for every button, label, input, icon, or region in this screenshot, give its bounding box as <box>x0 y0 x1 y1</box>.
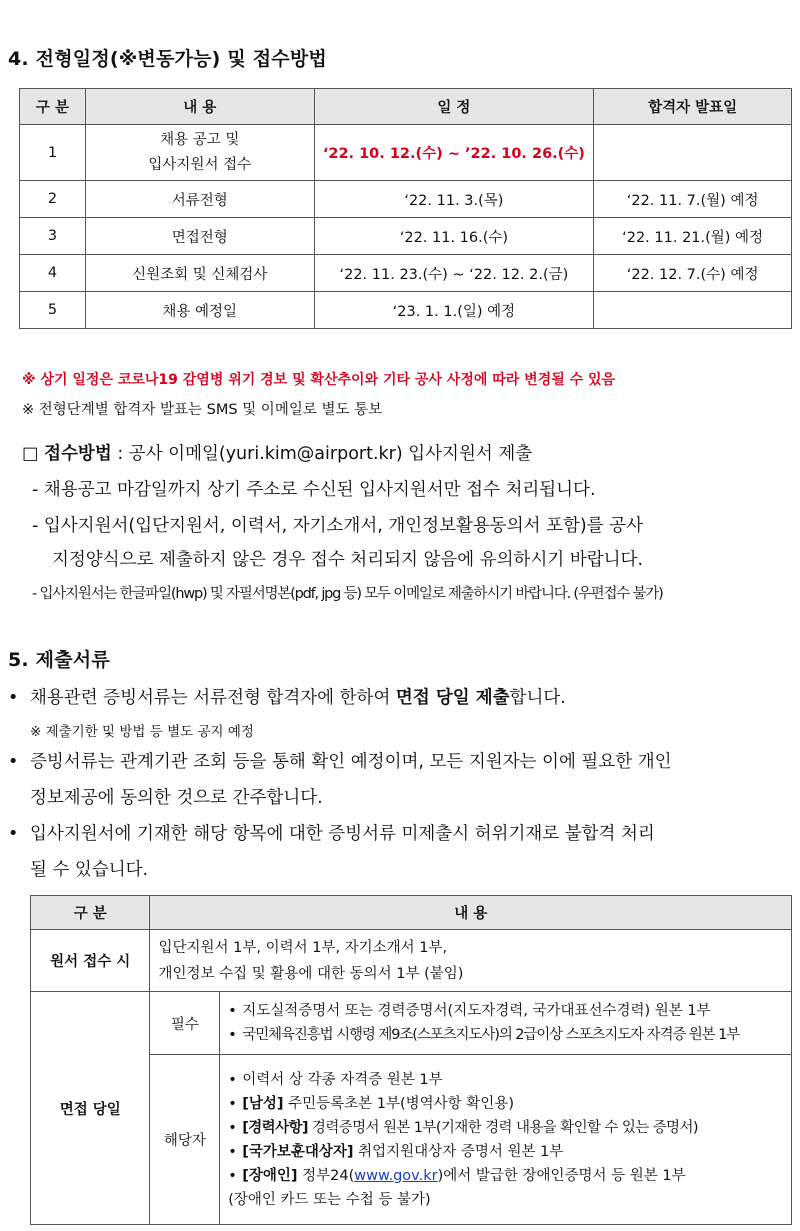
apply-note-2a: - 입사지원서(입단지원서, 이력서, 자기소개서, 개인정보활용동의서 포함)를 공사 <box>32 516 643 536</box>
row-announce: ‘22. 11. 7.(월) 예정 <box>594 181 792 218</box>
row-content-line1: 채용 공고 및 <box>160 131 240 148</box>
table-row <box>20 125 792 181</box>
documents-table <box>30 895 792 1225</box>
bullet-icon: • <box>8 752 19 772</box>
bullet-1-text: 채용관련 증빙서류는 서류전형 합격자에 한하여 <box>30 688 396 708</box>
list-item: (장애인 카드 또는 수첩 등 불가) <box>228 1191 431 1208</box>
apply-note-3: - 입사지원서는 한글파일(hwp) 및 자필서명본(pdf, jpg 등) 모두 이메일로 제출하시기 바랍니다. (우편접수 불가) <box>32 586 663 602</box>
bullet-icon: • <box>228 1003 237 1019</box>
list-item: • [남성] 주민등록초본 1부(병역사항 확인용) <box>228 1092 787 1116</box>
header-content: 내 용 <box>150 896 792 930</box>
list-item: • [경력사항] 경력증명서 원본 1부(기재한 경력 내용을 확인할 수 있는 증명서) <box>228 1116 787 1140</box>
schedule-table <box>19 88 792 329</box>
table-row <box>31 992 792 1055</box>
bullet-icon: • <box>228 1167 237 1184</box>
header-schedule: 일 정 <box>314 89 594 125</box>
bullet-icon: • <box>8 824 19 844</box>
table-row <box>31 930 792 992</box>
bullet-3-text-b: 될 수 있습니다. <box>30 860 149 880</box>
bullet-2-text-a: 증빙서류는 관계기관 조회 등을 통해 확인 예정이며, 모든 지원자는 이에 필요한 개인 <box>30 752 672 772</box>
bullet-icon: • <box>8 688 19 708</box>
bullet-icon: • <box>228 1027 236 1043</box>
required-items <box>220 992 792 1055</box>
gov-link[interactable]: www.gov.kr <box>354 1167 438 1184</box>
documents-header-row <box>31 896 792 930</box>
bullet-3-text-a: 입사지원서에 기재한 해당 항목에 대한 증빙서류 미제출시 허위기재로 불합격 처리 <box>30 824 655 844</box>
table-row <box>20 181 792 218</box>
apply-time-content <box>150 930 792 992</box>
table-row <box>20 292 792 329</box>
row-schedule: ‘22. 10. 12.(수) ~ ’22. 10. 26.(수) <box>314 125 594 181</box>
schedule-change-note: ※ 상기 일정은 코로나19 감염병 위기 경보 및 확산추이와 기타 공사 사정에 따라 변경될 수 있음 <box>22 372 616 388</box>
bullet-2 <box>8 748 672 773</box>
apply-note-1: - 채용공고 마감일까지 상기 주소로 수신된 입사지원서만 접수 처리됩니다. <box>32 480 596 500</box>
row-schedule: ‘22. 11. 16.(수) <box>314 218 594 255</box>
row-schedule: ‘22. 11. 23.(수) ~ ‘22. 12. 2.(금) <box>314 255 594 292</box>
row-content: 면접전형 <box>85 218 314 255</box>
apply-method-line <box>22 440 532 465</box>
bullet-1 <box>8 684 566 709</box>
bullet-icon: • <box>228 1095 237 1112</box>
bullet-2-text-b: 정보제공에 동의한 것으로 간주합니다. <box>30 788 323 808</box>
row-no: 3 <box>20 218 86 255</box>
applicable-items <box>220 1055 792 1225</box>
row-content-line2: 입사지원서 접수 <box>148 156 252 173</box>
apply-method-label: 접수방법 <box>44 444 112 464</box>
list-item: • 국민체육진흥법 시행령 제9조(스포츠지도사)의 2급이상 스포츠지도자 자격증 원본 1부 <box>228 1023 787 1047</box>
apply-note-2b: 지정양식으로 제출하지 않은 경우 접수 처리되지 않음에 유의하시기 바랍니다. <box>52 550 644 570</box>
header-announce: 합격자 발표일 <box>594 89 792 125</box>
required-label: 필수 <box>150 992 220 1055</box>
row-content: 신원조회 및 신체검사 <box>85 255 314 292</box>
row-no: 1 <box>20 125 86 181</box>
bullet-1-post: 합니다. <box>509 688 566 708</box>
section4-title: 4. 전형일정(※변동가능) 및 접수방법 <box>8 48 327 70</box>
table-row <box>20 218 792 255</box>
header-category: 구 분 <box>20 89 86 125</box>
row-announce: ‘22. 12. 7.(수) 예정 <box>594 255 792 292</box>
bullet-1-bold: 면접 당일 제출 <box>395 688 510 708</box>
row-announce <box>594 292 792 329</box>
row-no: 2 <box>20 181 86 218</box>
header-content: 내 용 <box>85 89 314 125</box>
row-announce <box>594 125 792 181</box>
section5-title: 5. 제출서류 <box>8 649 110 671</box>
row-no: 4 <box>20 255 86 292</box>
row-no: 5 <box>20 292 86 329</box>
row-content: 서류전형 <box>85 181 314 218</box>
notification-note: ※ 전형단계별 합격자 발표는 SMS 및 이메일로 별도 통보 <box>22 402 383 418</box>
bullet-icon: • <box>228 1071 237 1088</box>
bullet-3 <box>8 820 655 845</box>
list-item: • [장애인] 정부24(www.gov.kr)에서 발급한 장애인증명서 등 원본 1부 <box>228 1164 787 1188</box>
row-schedule: ‘22. 11. 3.(목) <box>314 181 594 218</box>
apply-time-line1: 입단지원서 1부, 이력서 1부, 자기소개서 1부, <box>158 939 448 956</box>
list-item: • 이력서 상 각종 자격증 원본 1부 <box>228 1068 787 1092</box>
checkbox-square-icon: □ <box>22 444 39 464</box>
table-row <box>20 255 792 292</box>
header-category: 구 분 <box>31 896 150 930</box>
list-item: • [국가보훈대상자] 취업지원대상자 증명서 원본 1부 <box>228 1140 787 1164</box>
row-schedule: ‘23. 1. 1.(일) 예정 <box>314 292 594 329</box>
apply-time-label: 원서 접수 시 <box>31 930 150 992</box>
bullet-icon: • <box>228 1119 237 1136</box>
row-content: 채용 예정일 <box>85 292 314 329</box>
applicable-label: 해당자 <box>150 1055 220 1225</box>
bullet-icon: • <box>228 1143 237 1160</box>
apply-time-line2: 개인정보 수집 및 활용에 대한 동의서 1부 (붙임) <box>158 965 464 982</box>
apply-method-text: : 공사 이메일(yuri.kim@airport.kr) 입사지원서 제출 <box>117 444 533 464</box>
list-item: • 지도실적증명서 또는 경력증명서(지도자경력, 국가대표선수경력) 원본 1부 <box>228 999 787 1023</box>
schedule-header-row <box>20 89 792 125</box>
bullet-1-note: ※ 제출기한 및 방법 등 별도 공지 예정 <box>30 724 254 740</box>
interview-day-label: 면접 당일 <box>31 992 150 1225</box>
row-announce: ‘22. 11. 21.(월) 예정 <box>594 218 792 255</box>
row-content <box>85 125 314 181</box>
